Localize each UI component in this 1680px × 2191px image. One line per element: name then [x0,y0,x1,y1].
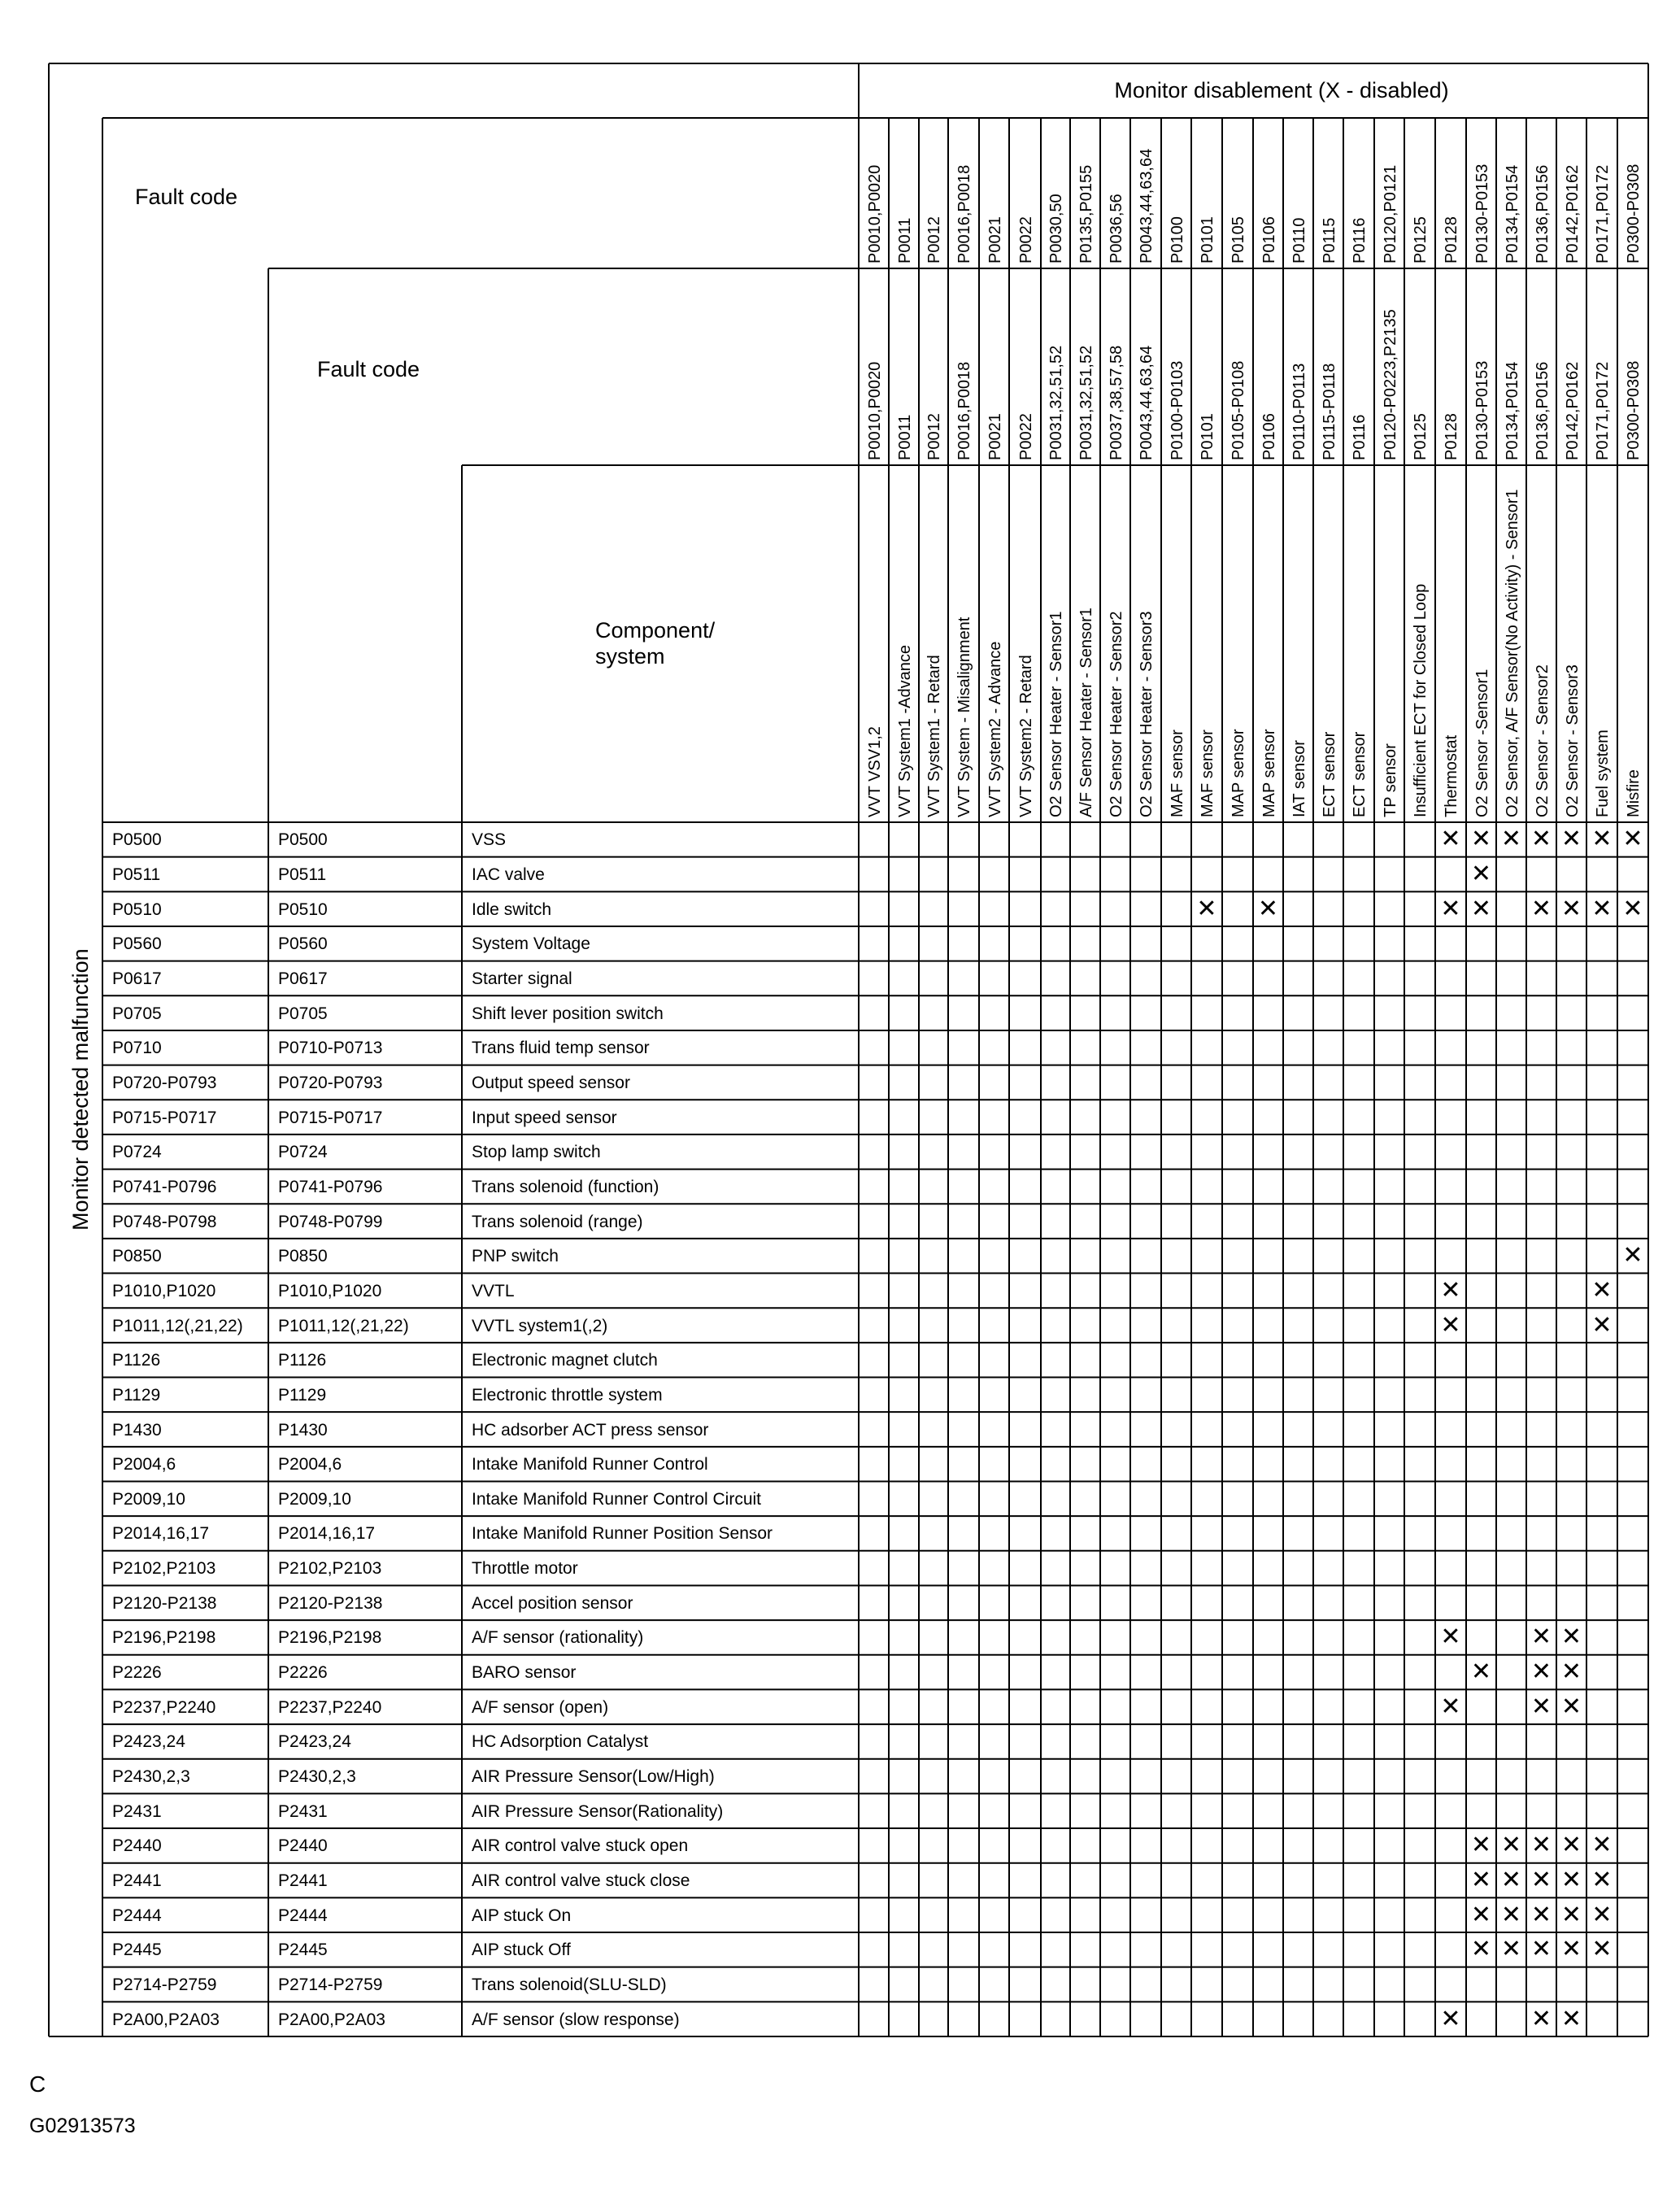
col-code-inner: P0022 [1016,413,1035,460]
col-code-outer: P0100 [1168,216,1186,264]
row-component: AIP stuck Off [472,1941,571,1960]
row-code-inner: P1011,12(,21,22) [278,1316,409,1335]
col-component-name: A/F Sensor Heater - Sensor1 [1077,608,1095,817]
disabled-mark: ✕ [1500,1866,1522,1895]
row-component: HC adsorber ACT press sensor [472,1420,709,1440]
col-component-name: O2 Sensor - Sensor3 [1563,664,1582,817]
disabled-mark: ✕ [1591,894,1613,923]
col-code-inner: P0300-P0308 [1625,360,1643,460]
row-code-inner: P1129 [278,1385,327,1405]
disabled-mark: ✕ [1470,1900,1492,1929]
col-component-name: ECT sensor [1351,731,1369,817]
row-component: A/F sensor (open) [472,1697,609,1717]
row-code-outer: P0560 [112,934,162,954]
col-code-inner: P0125 [1412,413,1430,460]
row-code-outer: P2444 [112,1906,162,1925]
disabled-mark: ✕ [1591,825,1613,854]
col-code-outer: P0136,P0156 [1533,164,1552,264]
disabled-mark: ✕ [1470,1831,1492,1860]
disabled-mark: ✕ [1560,894,1582,923]
disabled-mark: ✕ [1530,2004,1552,2033]
row-component: Input speed sensor [472,1108,617,1127]
col-component-name: MAP sensor [1260,729,1278,817]
disabled-mark: ✕ [1622,825,1643,854]
row-code-outer: P2120-P2138 [112,1593,217,1613]
row-code-outer: P0510 [112,899,162,919]
col-component-name: VVT VSV1,2 [865,726,884,817]
disabled-mark: ✕ [1530,1623,1552,1652]
row-code-outer: P0617 [112,969,162,988]
col-component-name: O2 Sensor Heater - Sensor2 [1107,611,1125,817]
disabled-mark: ✕ [1622,1241,1643,1270]
col-code-inner: P0037,38,57,58 [1107,345,1125,460]
col-component-name: Insufficient ECT for Closed Loop [1412,583,1430,817]
col-code-inner: P0136,P0156 [1533,361,1552,460]
col-code-outer: P0011 [895,217,914,264]
row-component: AIR control valve stuck close [472,1871,690,1891]
row-code-inner: P0500 [278,830,328,850]
row-code-inner: P0705 [278,1004,328,1023]
fault-code-outer-label: Fault code [135,185,238,209]
row-code-inner: P2014,16,17 [278,1524,376,1544]
row-component: Output speed sensor [472,1073,630,1092]
disabled-mark: ✕ [1530,1692,1552,1721]
row-code-outer: P1010,P1020 [112,1281,216,1300]
col-code-outer: P0120,P0121 [1381,164,1399,264]
row-code-inner: P2009,10 [278,1489,351,1509]
col-code-inner: P0142,P0162 [1563,361,1582,460]
disabled-mark: ✕ [1530,1657,1552,1687]
col-code-outer: P0116 [1351,217,1369,264]
row-code-inner: P2444 [278,1906,328,1925]
col-component-name: MAP sensor [1230,729,1247,817]
disabled-mark: ✕ [1500,1900,1522,1929]
row-component: IAC valve [472,865,545,884]
col-code-outer: P0125 [1412,216,1430,264]
row-code-inner: P0715-P0717 [278,1108,383,1127]
col-code-inner: P0011 [895,414,914,460]
col-code-inner: P0101 [1199,413,1216,460]
row-component: A/F sensor (slow response) [472,2010,680,2029]
disabled-mark: ✕ [1530,1935,1552,1964]
col-code-outer: P0016,P0018 [955,164,973,264]
col-component-name: VVT System1 - Retard [925,655,943,817]
col-code-inner: P0105-P0108 [1230,360,1247,460]
row-code-inner: P2423,24 [278,1732,351,1752]
row-component: Intake Manifold Runner Control [472,1455,708,1474]
disabled-mark: ✕ [1470,859,1492,888]
disabled-mark: ✕ [1500,1935,1522,1964]
col-code-outer: P0130-P0153 [1473,163,1491,264]
row-code-outer: P2440 [112,1836,162,1856]
col-code-inner: P0115-P0118 [1320,363,1338,460]
col-code-outer: P0115 [1320,217,1338,264]
col-code-outer: P0105 [1230,216,1247,264]
col-code-inner: P0130-P0153 [1473,360,1491,460]
row-code-outer: P0724 [112,1143,162,1162]
row-code-inner: P2120-P2138 [278,1593,383,1613]
row-component: Trans fluid temp sensor [472,1039,650,1058]
col-component-name: VVT System - Misalignment [955,616,973,817]
row-component: Stop lamp switch [472,1143,601,1162]
row-component: System Voltage [472,934,590,954]
col-code-inner: P0171,P0172 [1594,361,1612,460]
row-code-outer: P0748-P0798 [112,1212,217,1231]
row-component: HC Adsorption Catalyst [472,1732,649,1752]
component-label-line2: system [595,644,665,669]
row-code-outer: P1430 [112,1420,162,1440]
col-component-name: Thermostat [1443,734,1460,817]
row-component: Intake Manifold Runner Control Circuit [472,1489,761,1509]
col-component-name: Misfire [1625,769,1643,817]
col-code-outer: P0043,44,63,64 [1138,148,1156,264]
row-code-outer: P2226 [112,1663,162,1683]
disabled-mark: ✕ [1591,1310,1613,1339]
row-code-outer: P2445 [112,1941,162,1960]
disabled-mark: ✕ [1560,1657,1582,1687]
disabled-mark: ✕ [1500,825,1522,854]
disabled-mark: ✕ [1530,1900,1552,1929]
disabled-mark: ✕ [1440,1623,1461,1652]
row-component: Electronic magnet clutch [472,1351,658,1370]
row-component: BARO sensor [472,1663,577,1683]
disabled-mark: ✕ [1560,1866,1582,1895]
col-code-outer: P0142,P0162 [1563,164,1582,264]
row-code-outer: P2423,24 [112,1732,185,1752]
col-code-inner: P0110-P0113 [1290,363,1308,460]
disabled-mark: ✕ [1560,1900,1582,1929]
row-code-outer: P2714-P2759 [112,1975,217,1994]
row-code-inner: P2445 [278,1941,328,1960]
disabled-mark: ✕ [1500,1831,1522,1860]
row-code-outer: P2102,P2103 [112,1559,216,1579]
row-component: A/F sensor (rationality) [472,1628,644,1648]
row-code-inner: P2431 [278,1801,328,1821]
disabled-mark: ✕ [1560,1692,1582,1721]
row-code-outer: P2237,P2240 [112,1697,216,1717]
row-component: Shift lever position switch [472,1004,664,1023]
row-code-inner: P2A00,P2A03 [278,2010,385,2029]
col-component-name: ECT sensor [1320,731,1338,817]
row-code-inner: P2196,P2198 [278,1628,382,1648]
col-code-outer: P0171,P0172 [1594,164,1612,264]
disabled-mark: ✕ [1440,825,1461,854]
row-code-inner: P2430,2,3 [278,1767,356,1787]
col-component-name: VVT System1 -Advance [895,645,914,817]
row-code-inner: P2237,P2240 [278,1697,382,1717]
col-code-inner: P0012 [925,413,943,460]
col-component-name: VVT System2 - Retard [1016,655,1035,817]
monitor-detected-side-label: Monitor detected malfunction [68,948,93,1231]
row-component: Accel position sensor [472,1593,633,1613]
row-code-inner: P0850 [278,1247,328,1266]
col-code-outer: P0128 [1443,216,1460,264]
row-component: AIR control valve stuck open [472,1836,689,1856]
disabled-mark: ✕ [1591,1275,1613,1305]
disabled-mark: ✕ [1470,1866,1492,1895]
disabled-mark: ✕ [1591,1831,1613,1860]
row-component: Trans solenoid (range) [472,1212,643,1231]
row-component: VSS [472,830,507,850]
col-code-inner: P0116 [1351,414,1369,460]
row-code-outer: P2441 [112,1871,162,1891]
disabled-mark: ✕ [1622,894,1643,923]
col-code-outer: P0300-P0308 [1625,163,1643,264]
row-code-outer: P2196,P2198 [112,1628,216,1648]
disabled-mark: ✕ [1530,894,1552,923]
col-code-inner: P0128 [1443,413,1460,460]
col-code-outer: P0010,P0020 [865,164,884,264]
col-code-inner: P0031,32,51,52 [1047,345,1065,460]
col-code-outer: P0036,56 [1107,194,1125,264]
row-component: Intake Manifold Runner Position Sensor [472,1524,773,1544]
col-code-outer: P0101 [1199,216,1216,264]
disabled-mark: ✕ [1440,2004,1461,2033]
row-code-outer: P1129 [112,1385,161,1405]
row-code-outer: P2014,16,17 [112,1524,210,1544]
monitor-disablement-header: Monitor disablement (X - disabled) [1114,78,1449,102]
figure-id: G02913573 [29,2115,136,2137]
row-code-outer: P0850 [112,1247,162,1266]
row-code-inner: P0748-P0799 [278,1212,383,1231]
row-code-inner: P0724 [278,1143,328,1162]
col-component-name: VVT System2 - Advance [986,641,1004,817]
disabled-mark: ✕ [1440,1692,1461,1721]
row-component: VVTL [472,1281,515,1300]
row-code-inner: P2441 [278,1871,328,1891]
row-code-inner: P0741-P0796 [278,1177,383,1196]
row-code-inner: P2440 [278,1836,328,1856]
row-component: Starter signal [472,969,572,988]
row-component: AIP stuck On [472,1906,572,1925]
row-component: PNP switch [472,1247,559,1266]
col-component-name: O2 Sensor -Sensor1 [1473,669,1491,817]
disabled-mark: ✕ [1530,1831,1552,1860]
row-code-inner: P2226 [278,1663,328,1683]
row-code-outer: P0715-P0717 [112,1108,217,1127]
col-code-outer: P0134,P0154 [1503,164,1521,264]
row-component: Trans solenoid(SLU-SLD) [472,1975,667,1994]
disabled-mark: ✕ [1470,1935,1492,1964]
row-code-inner: P2714-P2759 [278,1975,383,1994]
col-code-outer: P0106 [1260,216,1278,264]
disabled-mark: ✕ [1591,1866,1613,1895]
disabled-mark: ✕ [1470,1657,1492,1687]
row-component: Electronic throttle system [472,1385,663,1405]
col-component-name: O2 Sensor Heater - Sensor1 [1047,611,1065,817]
row-code-outer: P2A00,P2A03 [112,2010,220,2029]
col-code-inner: P0134,P0154 [1503,361,1521,460]
disabled-mark: ✕ [1591,1900,1613,1929]
row-code-outer: P0741-P0796 [112,1177,217,1196]
col-code-outer: P0030,50 [1047,194,1065,264]
col-component-name: MAF sensor [1168,730,1186,817]
col-code-outer: P0022 [1016,216,1035,264]
row-code-inner: P0511 [278,865,327,884]
col-code-outer: P0012 [925,216,943,264]
disabled-mark: ✕ [1257,894,1279,923]
row-code-inner: P2004,6 [278,1455,342,1474]
col-code-inner: P0010,P0020 [865,361,884,460]
row-code-outer: P1126 [112,1351,161,1370]
row-component: Throttle motor [472,1559,578,1579]
disabled-mark: ✕ [1560,1623,1582,1652]
disabled-mark: ✕ [1560,825,1582,854]
disabled-mark: ✕ [1440,1275,1461,1305]
row-code-outer: P0705 [112,1004,162,1023]
col-component-name: O2 Sensor - Sensor2 [1533,664,1552,817]
disabled-mark: ✕ [1440,1310,1461,1339]
row-component: Idle switch [472,899,552,919]
row-component: VVTL system1(,2) [472,1316,608,1335]
disabled-mark: ✕ [1440,894,1461,923]
row-component: Trans solenoid (function) [472,1177,659,1196]
col-component-name: TP sensor [1381,743,1399,817]
row-code-outer: P2004,6 [112,1455,176,1474]
row-code-outer: P1011,12(,21,22) [112,1316,243,1335]
col-code-inner: P0120-P0223,P2135 [1381,309,1399,460]
footer-letter: C [29,2071,46,2097]
row-code-outer: P0710 [112,1039,162,1058]
disabled-mark: ✕ [1560,2004,1582,2033]
col-component-name: IAT sensor [1290,740,1308,817]
col-code-inner: P0106 [1260,413,1278,460]
disabled-mark: ✕ [1530,1866,1552,1895]
component-label-line1: Component/ [595,618,716,642]
col-code-outer: P0135,P0155 [1077,164,1095,264]
col-code-inner: P0031,32,51,52 [1077,345,1095,460]
disabled-mark: ✕ [1560,1831,1582,1860]
col-component-name: MAF sensor [1199,730,1216,817]
row-code-inner: P1126 [278,1351,327,1370]
col-component-name: O2 Sensor, A/F Sensor(No Activity) - Sensor1 [1503,489,1521,817]
disabled-mark: ✕ [1470,825,1492,854]
row-code-inner: P2102,P2103 [278,1559,382,1579]
row-code-outer: P2009,10 [112,1489,185,1509]
row-code-inner: P0617 [278,969,328,988]
disabled-mark: ✕ [1560,1935,1582,1964]
col-component-name: Fuel system [1594,730,1612,817]
row-code-inner: P1010,P1020 [278,1281,382,1300]
row-code-outer: P2431 [112,1801,162,1821]
row-code-inner: P0510 [278,899,328,919]
row-code-inner: P1430 [278,1420,328,1440]
row-code-inner: P0710-P0713 [278,1039,383,1058]
col-code-inner: P0043,44,63,64 [1138,345,1156,460]
row-component: AIR Pressure Sensor(Low/High) [472,1767,715,1787]
fault-code-inner-label: Fault code [317,357,420,381]
row-code-inner: P0720-P0793 [278,1073,383,1092]
row-code-outer: P0720-P0793 [112,1073,217,1092]
row-code-outer: P2430,2,3 [112,1767,190,1787]
row-code-outer: P0500 [112,830,162,850]
disabled-mark: ✕ [1530,825,1552,854]
row-component: AIR Pressure Sensor(Rationality) [472,1801,724,1821]
col-code-inner: P0021 [986,413,1004,460]
col-code-inner: P0016,P0018 [955,361,973,460]
row-code-outer: P0511 [112,865,161,884]
col-code-outer: P0021 [986,216,1004,264]
col-component-name: O2 Sensor Heater - Sensor3 [1138,611,1156,817]
col-code-inner: P0100-P0103 [1168,360,1186,460]
col-code-outer: P0110 [1290,217,1308,264]
disabled-mark: ✕ [1196,894,1217,923]
disabled-mark: ✕ [1470,894,1492,923]
disabled-mark: ✕ [1591,1935,1613,1964]
row-code-inner: P0560 [278,934,328,954]
